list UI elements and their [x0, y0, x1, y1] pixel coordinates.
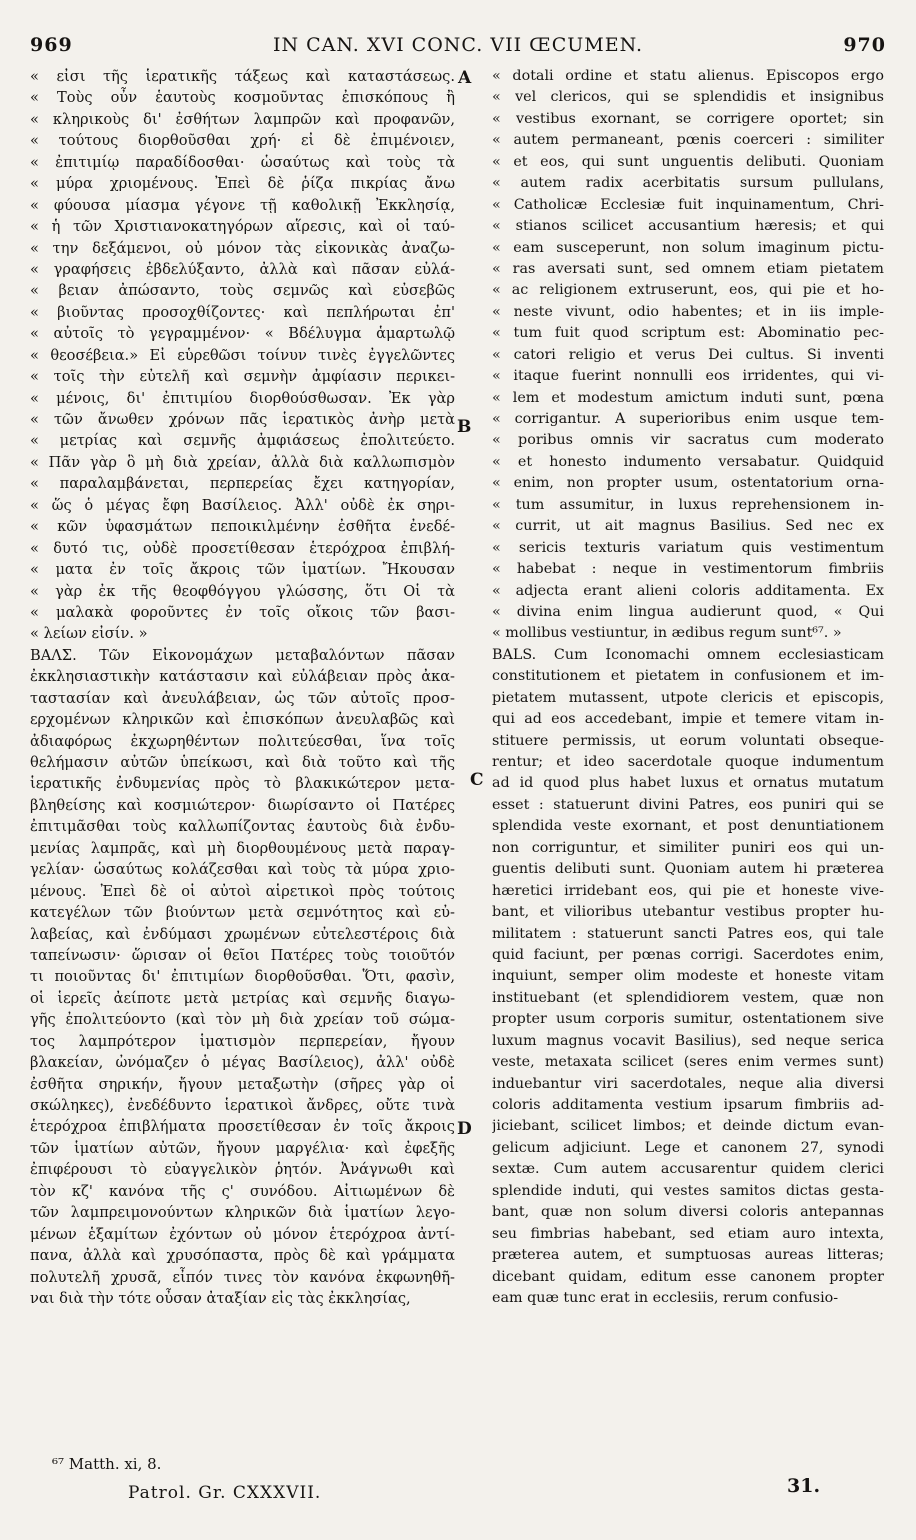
- text-line: qui ad eos accedebant, impie et temere vitam in-: [492, 711, 884, 728]
- text-line: « ματα ἐν τοῖς ἄκροις τῶν ἱματίων. Ἤκουσαν: [30, 561, 455, 579]
- text-line: ἐπιτιμᾶσθαι τοὺς καλλωπίζοντας ἑαυτοὺς διὰ ἐνδυ-: [30, 818, 455, 836]
- text-line: « adjecta erant alieni coloris additamenta. Ex: [492, 582, 884, 599]
- text-line: « divina enim lingua audierunt quod, « Qui: [492, 603, 884, 620]
- text-line: præterea autem, et sumptuosas aureas litteras;: [492, 1247, 884, 1264]
- text-line: « θεοσέβεια.» Εἰ εὑρεθῶσι τοίνυν τινὲς ἐγγελῶντες: [30, 346, 455, 364]
- text-line: bant, et vilioribus utebantur vestibus propter hu-: [492, 904, 884, 921]
- text-line: « autem permaneant, pœnis coerceri : similiter: [492, 132, 884, 149]
- text-line: BALS. Cum Iconomachi omnem ecclesiasticam: [492, 646, 884, 663]
- text-line: « παραλαμβάνεται, περπερείας ἔχει κατηγορίαν,: [30, 475, 455, 493]
- text-line: ἐκκλησιαστικὴν κατάστασιν καὶ εὐλάβειαν πρὸς ἀκα-: [30, 668, 455, 686]
- text-line: « itaque fuerint nonnulli eos irridentes, qui vi-: [492, 368, 884, 385]
- text-line: hæretici irridebant eos, qui pie et honeste vive-: [492, 882, 884, 899]
- text-line: splendide induti, qui vestes samitos dictas gesta-: [492, 1182, 884, 1199]
- text-line: ναι διὰ τὴν τότε οὖσαν ἀταξίαν εἰς τὰς ἐκκλησίας,: [30, 1289, 411, 1307]
- text-line: « Catholicæ Ecclesiæ fuit inquinamentum, Chri-: [492, 196, 884, 213]
- section-marker-a: A: [458, 68, 472, 88]
- text-line: gelicum adjiciunt. Lege et canonem 27, synodi: [492, 1139, 884, 1156]
- greek-column: [30, 66, 455, 1309]
- section-marker-c: C: [470, 770, 484, 790]
- text-line: « μένοις, δι' ἐπιτιμίου διορθούσθωσαν. Ἐκ γὰρ: [30, 389, 455, 407]
- text-line: constitutionem et pietatem in confusionem et im-: [492, 668, 884, 685]
- text-line: « ὥς ὁ μέγας ἔφη Βασίλειος. Ἀλλ' οὐδὲ ἐκ σηρι-: [30, 496, 455, 514]
- text-line: κατεγέλων τῶν βιούντων μετὰ σεμνότητος καὶ εὐ-: [30, 904, 455, 922]
- text-line: « ἐπιτιμίῳ παραδίδοσθαι· ὡσαύτως καὶ τοὺς τὰ: [30, 153, 455, 171]
- text-line: induebantur viri sacerdotales, neque alia diversi: [492, 1075, 884, 1092]
- text-line: ΒΑΛΣ. Τῶν Εἰκονομάχων μεταβαλόντων πᾶσαν: [30, 646, 455, 664]
- text-line: stituere permissis, ut eorum voluntati obseque-: [492, 732, 884, 749]
- text-line: μένους. Ἐπεὶ δὲ οἱ αὐτοὶ αἱρετικοὶ πρὸς τούτοις: [30, 882, 455, 900]
- text-line: « τοῖς τὴν εὐτελῆ καὶ σεμνὴν ἀμφίασιν περικει-: [30, 368, 455, 386]
- text-line: « γὰρ ἐκ τῆς θεοφθόγγου γλώσσης, ὅτι Οἱ τὰ: [30, 582, 455, 600]
- section-marker-d: D: [457, 1119, 472, 1139]
- text-line: « poribus omnis vir sacratus cum moderato: [492, 432, 884, 449]
- running-title: IN CAN. XVI CONC. VII ŒCUMEN.: [272, 34, 644, 56]
- text-line: ἑτερόχροα ἐπιβλήματα προσετίθεσαν ἐν τοῖς ἄκροις: [30, 1118, 455, 1136]
- text-line: jiciebant, scilicet limbos; et deinde dictum evan-: [492, 1118, 884, 1135]
- text-line: « lem et modestum amictum induti sunt, pœna: [492, 389, 884, 406]
- text-line: luxum magnus vocavit Basilius), sed neque serica: [492, 1032, 884, 1049]
- text-line: « γραφήσεις ἐβδελύξαντο, ἀλλὰ καὶ πᾶσαν εὐλά-: [30, 260, 455, 278]
- text-line: « autem radix acerbitatis sursum pullulans,: [492, 175, 884, 192]
- page-header: [30, 34, 886, 60]
- text-line: « μύρα χριομένους. Ἐπεὶ δὲ ῥίζα πικρίας ἄνω: [30, 175, 455, 193]
- text-line: « αὐτοῖς τὸ γεγραμμένον· « Βδέλυγμα ἁμαρτωλῷ: [30, 325, 455, 343]
- text-line: « tum fuit quod scriptum est: Abominatio pec-: [492, 325, 884, 342]
- text-line: « enim, non propter usum, ostentatorium orna-: [492, 475, 884, 492]
- gathering-number: 31.: [787, 1475, 821, 1497]
- text-line: « et eos, qui sunt unguentis delibuti. Quoniam: [492, 153, 884, 170]
- text-line: « δυτό τις, οὐδὲ προσετίθεσαν ἑτερόχροα ἐπιβλή-: [30, 539, 455, 557]
- right-page-number: 970: [843, 34, 886, 56]
- text-line: seu fimbrias habebant, sed etiam auro intexta,: [492, 1225, 884, 1242]
- text-line: τῶν λαμπρειμονούντων κληρικῶν διὰ ἱματίων λεγο-: [30, 1204, 455, 1222]
- text-line: τος λαμπρότερον ἱματισμὸν περπερείαν, ἤγουν: [30, 1032, 455, 1050]
- text-line: non corriguntur, et similiter puniri eos qui un-: [492, 839, 884, 856]
- text-line: σκώληκες), ἐνεδέδυντο ἱερατικοὶ ἄνδρες, οὔτε τινὰ: [30, 1097, 455, 1114]
- text-line: eam quæ tunc erat in ecclesiis, rerum confusio-: [492, 1289, 839, 1306]
- text-line: « τῶν ἄνωθεν χρόνων πᾶς ἱερατικὸς ἀνὴρ μετὰ: [30, 411, 455, 428]
- text-line: ἱερατικῆς ἐνδυμενίας πρὸς τὸ βλακικώτερον μετα-: [30, 775, 455, 793]
- text-line: « dotali ordine et statu alienus. Episcopos ergo: [492, 68, 884, 84]
- text-line: coloris additamenta vestium ipsarum fimbriis ad-: [492, 1097, 884, 1113]
- text-line: « λείων εἰσίν. »: [30, 625, 148, 643]
- text-line: τῶν ἱματίων αὐτῶν, ἤγουν μαργέλια· καὶ ἐφεξῆς: [30, 1139, 455, 1157]
- text-line: dicebant quidam, editum esse canonem propter: [492, 1268, 884, 1285]
- text-line: γῆς ἐπολιτεύοντο (καὶ τὸν μὴ διὰ χρείαν τοῦ σώμα-: [30, 1011, 455, 1029]
- text-line: « ras aversati sunt, sed omnem etiam pietatem: [492, 260, 884, 277]
- text-line: « sericis texturis variatum quis vestimentum: [492, 539, 884, 556]
- text-line: πανα, ἀλλὰ καὶ χρυσόπαστα, πρὸς δὲ καὶ γράμματα: [30, 1247, 455, 1265]
- text-line: pietatem mutassent, utpote clericis et episcopis,: [492, 689, 884, 706]
- text-line: militatem : statuerunt sancti Patres eos, qui tale: [492, 925, 884, 942]
- left-page-number: 969: [30, 34, 73, 56]
- text-line: « stianos scilicet accusantium hæresis; et qui: [492, 218, 884, 235]
- text-line: « tum assumitur, in luxus reprehensionem in-: [492, 496, 884, 513]
- section-marker-b: B: [457, 417, 472, 437]
- text-line: πολυτελῆ χρυσᾶ, εἶπόν τινες τὸν κανόνα ἐκφωνηθῆ-: [30, 1268, 455, 1286]
- text-line: « et honesto indumento versabatur. Quidquid: [492, 453, 884, 470]
- text-line: « εἰσι τῆς ἱερατικῆς τάξεως καὶ καταστάσεως.: [30, 68, 455, 85]
- text-line: « catori religio et verus Dei cultus. Si inventi: [492, 346, 884, 363]
- text-line: « vel clericos, qui se splendidis et insignibus: [492, 89, 884, 106]
- text-line: rentur; et ideo sacerdotale quoque indumentum: [492, 754, 884, 770]
- text-line: « corrigantur. A superioribus enim usque tem-: [492, 411, 884, 427]
- signature-mark: Patrol. Gr. CXXXVII.: [128, 1483, 322, 1503]
- footnote: ⁶⁷ Matth. xi, 8.: [52, 1455, 162, 1473]
- text-line: quid faciunt, per pœnas corrigi. Sacerdotes enim,: [492, 946, 884, 963]
- text-line: « μαλακὰ φοροῦντες ἐν τοῖς οἴκοις τῶν βασι-: [30, 603, 455, 621]
- text-line: « βειαν ἀπώσαντο, τοὺς σεμνῶς καὶ εὐσεβῶς: [30, 282, 455, 300]
- text-line: « eam susceperunt, non solum imaginum pictu-: [492, 239, 884, 256]
- text-line: βλακείαν, ὠνόμαζεν ὁ μέγας Βασίλειος), ἀλλ' οὐδὲ: [30, 1054, 455, 1072]
- text-line: ερχομένων κληρικῶν καὶ ἐπισκόπων ἀνευλαβῶς καὶ: [30, 711, 455, 729]
- text-line: « βιοῦντας προσοχθίζοντες· καὶ πεπλήρωται ἐπ': [30, 303, 455, 321]
- text-line: μενίας λαμπρᾶς, καὶ μὴ διορθουμένους μετὰ παραγ-: [30, 839, 455, 857]
- text-line: τι ποιοῦντας δι' ἐπιτιμίων διορθοῦσθαι. Ὅτι, φασὶν,: [30, 968, 455, 986]
- text-line: veste, metaxata scilicet (seres enim vermes sunt): [492, 1054, 884, 1071]
- text-line: esset : statuerunt divini Patres, eos puniri qui se: [492, 796, 884, 813]
- text-line: ἐπιφέρουσι τὸ εὐαγγελικὸν ῥητόν. Ἀνάγνωθι καὶ: [30, 1161, 455, 1179]
- text-line: ad id quod plus habet luxus et ornatus mutatum: [492, 775, 884, 792]
- text-line: ἐσθῆτα σηρικήν, ἤγουν μεταξωτὴν (σῆρες γὰρ οἱ: [30, 1075, 455, 1093]
- text-line: « μετρίας καὶ σεμνῆς ἀμφιάσεως ἐπολιτεύετο.: [30, 432, 455, 450]
- text-line: « ἡ τῶν Χριστιανοκατηγόρων αἵρεσις, καὶ οἱ ταύ-: [30, 218, 455, 236]
- text-line: « currit, ut ait magnus Basilius. Sed nec ex: [492, 518, 884, 535]
- text-line: ταστασίαν καὶ ἀνευλάβειαν, ὡς τῶν αὐτοῖς προσ-: [30, 689, 455, 707]
- text-line: inquiunt, semper olim modeste et honeste vitam: [492, 968, 884, 985]
- text-line: ταπείνωσιν· ὥρισαν οἱ θεῖοι Πατέρες τοὺς τοιοῦτόν: [30, 946, 455, 964]
- text-line: « Τοὺς οὖν ἑαυτοὺς κοσμοῦντας ἐπισκόπους ἢ: [30, 89, 455, 107]
- text-line: guentis delibuti sunt. Quoniam autem hi præterea: [492, 861, 884, 878]
- text-line: « Πᾶν γὰρ ὃ μὴ διὰ χρείαν, ἀλλὰ διὰ καλλωπισμὸν: [30, 453, 455, 471]
- text-line: propter usum corporis sumitur, ostentationem sive: [492, 1011, 884, 1028]
- text-line: μένων ἑξαμίτων ἐχόντων οὐ μόνον ἑτερόχροα ἀντί-: [30, 1225, 455, 1243]
- text-line: « τούτους διορθοῦσθαι χρή· εἰ δὲ ἐπιμένοιεν,: [30, 132, 455, 150]
- text-line: τὸν κζ' κανόνα τῆς ς' συνόδου. Αἰτιωμένων δὲ: [30, 1182, 455, 1200]
- text-line: θελήμασιν αὐτῶν ὑπείκωσι, καὶ διὰ τοῦτο καὶ τῆς: [30, 754, 455, 771]
- latin-column: [492, 66, 884, 1309]
- text-line: « την δεξάμενοι, οὐ μόνον τὰς εἰκονικὰς ἀναζω-: [30, 239, 455, 257]
- text-line: βληθείσης καὶ κοσμιώτερον· διωρίσαντο οἱ Πατέρες: [30, 796, 455, 814]
- text-line: γελίαν· ὡσαύτως κολάζεσθαι καὶ τοὺς τὰ μύρα χριο-: [30, 861, 455, 879]
- text-line: instituebant (et splendidiorem vestem, quæ non: [492, 989, 884, 1006]
- text-line: « κληρικοὺς δι' ἐσθήτων λαμπρῶν καὶ προφανῶν,: [30, 110, 455, 128]
- text-line: « habebat : neque in vestimentorum fimbriis: [492, 561, 884, 578]
- text-line: « mollibus vestiuntur, in ædibus regum sunt⁶⁷. »: [492, 625, 842, 642]
- text-line: « neste vivunt, odio habentes; et in iis imple-: [492, 303, 884, 320]
- text-line: splendida veste exornant, et post denuntiationem: [492, 818, 884, 835]
- text-line: « κῶν ὑφασμάτων πεποικιλμένην ἐσθῆτα ἐνεδέ-: [30, 518, 455, 536]
- text-line: sextæ. Cum autem accusarentur quidem clerici: [492, 1161, 884, 1178]
- text-line: οἱ ἱερεῖς ἀείποτε μετὰ μετρίας καὶ σεμνῆς διαγω-: [30, 989, 455, 1007]
- text-line: « φύουσα μίασμα γέγονε τῇ καθολικῇ Ἐκκλησίᾳ,: [30, 196, 455, 214]
- text-line: « ac religionem extruserunt, eos, qui pie et ho-: [492, 282, 884, 299]
- text-line: bant, quæ non solum diversi coloris antepannas: [492, 1204, 884, 1221]
- text-line: λαβείας, καὶ ἐνδύμασι χρωμένων εὐτελεστέροις διὰ: [30, 925, 455, 943]
- text-line: ἀδιαφόρως ἐκχωρηθέντων πολιτεύεσθαι, ἵνα τοῖς: [30, 732, 455, 750]
- text-line: « vestibus exornant, se corrigere oportet; sin: [492, 110, 884, 127]
